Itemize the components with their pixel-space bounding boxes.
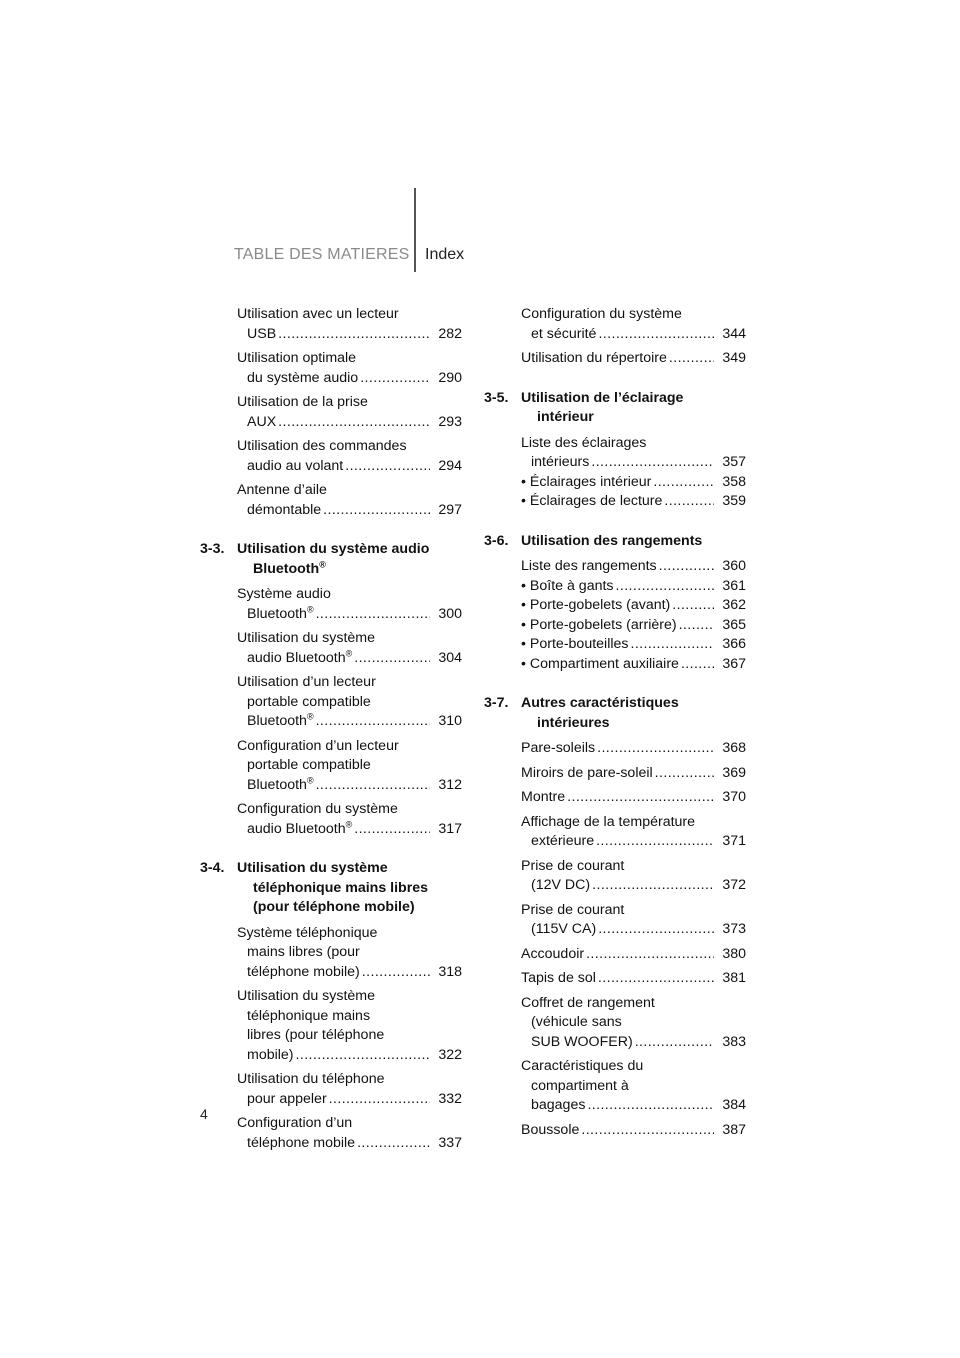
section-title: Autres caractéristiques — [521, 695, 679, 711]
leader-dots — [586, 945, 714, 965]
entry-text: Bluetooth — [247, 713, 307, 729]
entry-text: Affichage de la température — [521, 813, 696, 830]
leader-dots — [591, 453, 714, 473]
toc-entry[interactable] — [237, 305, 462, 344]
page-ref: 362 — [722, 597, 746, 613]
entry-text: Utilisation de la prise — [237, 394, 368, 410]
page-ref: 318 — [438, 963, 462, 980]
entry-text: Miroirs de pare-soleil — [521, 764, 653, 781]
toc-entry[interactable] — [521, 349, 746, 369]
entry-text: extérieure — [531, 833, 595, 849]
leader-dots — [581, 1121, 714, 1141]
entry-text: mobile) — [247, 1046, 294, 1063]
leader-dots — [669, 349, 714, 369]
toc-entry[interactable] — [521, 969, 746, 989]
header-divider — [414, 188, 416, 272]
page-ref: 369 — [722, 764, 746, 781]
registered-mark: ® — [306, 603, 314, 614]
entry-text: Utilisation optimale — [237, 350, 357, 366]
page-ref: 366 — [722, 636, 746, 652]
leader-dots — [664, 492, 714, 512]
page-number: 4 — [200, 1106, 208, 1122]
toc-entry[interactable] — [521, 616, 746, 636]
section-number: 3-4. — [200, 860, 225, 876]
entry-text: • Porte-gobelets (arrière) — [521, 616, 677, 633]
leader-dots — [316, 776, 430, 796]
toc-entry[interactable] — [521, 788, 746, 808]
toc-entry[interactable] — [237, 673, 462, 732]
page-ref: 367 — [722, 655, 746, 672]
entry-text: • Éclairages intérieur — [521, 473, 652, 490]
page-ref: 387 — [722, 1121, 746, 1138]
toc-link[interactable]: TABLE DES MATIERES — [234, 246, 410, 263]
leader-dots — [592, 876, 714, 896]
toc-entry[interactable] — [521, 739, 746, 759]
leader-dots — [659, 557, 714, 577]
toc-entry[interactable] — [237, 393, 462, 432]
leader-dots — [681, 655, 714, 675]
entry-text: (115V CA) — [531, 921, 597, 937]
leader-dots — [357, 1134, 430, 1154]
entry-text: portable compatible — [247, 757, 371, 773]
entry-text: Configuration d’un — [237, 1115, 353, 1131]
page-ref: 380 — [722, 945, 746, 962]
entry-text: Liste des rangements — [521, 558, 657, 574]
page-ref: 304 — [438, 649, 462, 666]
entry-text: démontable — [247, 501, 322, 518]
entry-text: Utilisation d’un lecteur — [237, 674, 376, 690]
toc-entry[interactable] — [521, 557, 746, 577]
entry-text: téléphonique mains — [247, 1007, 371, 1024]
section-title: Utilisation du système audio — [237, 541, 430, 557]
leader-dots — [354, 820, 430, 840]
leader-dots — [278, 413, 430, 433]
toc-entry[interactable] — [521, 473, 746, 493]
toc-entry[interactable] — [521, 1057, 746, 1116]
toc-entry[interactable] — [521, 655, 746, 675]
toc-entry[interactable] — [521, 577, 746, 597]
section-title: Utilisation du système — [237, 860, 388, 876]
entry-text: • Éclairages de lecture — [521, 493, 663, 509]
registered-mark: ® — [306, 711, 314, 722]
registered-mark: ® — [345, 647, 353, 658]
page-ref: 361 — [722, 577, 746, 594]
page-ref: 349 — [722, 350, 746, 366]
entry-text: audio au volant — [247, 457, 344, 474]
toc-entry[interactable] — [237, 924, 462, 983]
leader-dots — [323, 501, 430, 521]
leader-dots — [631, 635, 715, 655]
section-number: 3-3. — [200, 541, 225, 557]
page-ref: 360 — [722, 558, 746, 574]
section-number: 3-7. — [484, 695, 509, 711]
leader-dots — [598, 969, 714, 989]
entry-text: Utilisation du téléphone — [237, 1071, 385, 1087]
toc-entry[interactable] — [521, 945, 746, 965]
leader-dots — [598, 325, 714, 345]
page-ref: 359 — [722, 493, 746, 509]
entry-text: AUX — [247, 413, 277, 430]
entry-text: mains libres (pour — [247, 944, 360, 960]
entry-text: pour appeler — [247, 1090, 327, 1107]
section-title: intérieur — [537, 409, 594, 425]
entry-text: • Boîte à gants — [521, 577, 614, 594]
leader-dots — [598, 920, 714, 940]
index-link[interactable]: Index — [425, 246, 465, 263]
entry-text: Accoudoir — [521, 945, 585, 962]
section-title: (pour téléphone mobile) — [253, 899, 415, 915]
toc-entry[interactable] — [237, 1114, 462, 1153]
entry-text: Bluetooth — [247, 776, 307, 793]
leader-dots — [567, 788, 714, 808]
leader-dots — [616, 577, 714, 597]
entry-text: Liste des éclairages — [521, 434, 647, 451]
entry-text: Utilisation du système — [237, 988, 375, 1004]
toc-entry[interactable] — [521, 635, 746, 655]
page-ref: 383 — [722, 1033, 746, 1050]
leader-dots — [596, 832, 714, 852]
section-heading[interactable] — [484, 389, 746, 428]
entry-text: Prise de courant — [521, 901, 625, 918]
entry-text: USB — [247, 325, 277, 342]
leader-dots — [345, 457, 430, 477]
page-ref: 332 — [438, 1090, 462, 1107]
entry-text: et sécurité — [531, 325, 597, 342]
toc-entry[interactable] — [237, 585, 462, 624]
leader-dots — [278, 325, 430, 345]
registered-mark: ® — [345, 818, 353, 829]
entry-text: Montre — [521, 789, 566, 805]
entry-text: Bluetooth — [247, 605, 307, 622]
toc-entry[interactable] — [237, 481, 462, 520]
entry-text: Système téléphonique — [237, 924, 378, 941]
entry-text: • Compartiment auxiliaire — [521, 655, 679, 672]
page-ref: 294 — [438, 457, 462, 474]
toc-entry[interactable] — [237, 987, 462, 1065]
toc-entry[interactable] — [237, 1070, 462, 1109]
page-ref: 368 — [722, 740, 746, 756]
page-ref: 372 — [722, 877, 746, 893]
entry-text: (véhicule sans — [531, 1014, 622, 1030]
section-title: Bluetooth — [253, 560, 320, 577]
leader-dots — [316, 712, 430, 732]
page-ref: 357 — [722, 454, 746, 470]
entry-text: compartiment à — [531, 1077, 629, 1094]
entry-text: Caractéristiques du — [521, 1058, 644, 1074]
leader-dots — [635, 1033, 714, 1053]
toc-entry[interactable] — [237, 737, 462, 796]
toc-entry[interactable] — [521, 994, 746, 1053]
leader-dots — [329, 1090, 430, 1110]
toc-entry[interactable] — [521, 492, 746, 512]
leader-dots — [354, 649, 430, 669]
page-ref: 344 — [722, 325, 746, 342]
section-title: téléphonique mains libres — [253, 879, 429, 896]
section-heading[interactable] — [484, 694, 746, 733]
toc-entry[interactable] — [521, 305, 746, 344]
entry-text: bagages — [531, 1097, 586, 1113]
page-ref: 300 — [438, 605, 462, 622]
entry-text: Tapis de sol — [521, 970, 596, 986]
leader-dots — [597, 739, 714, 759]
page-ref: 371 — [722, 833, 746, 849]
entry-text: Configuration d’un lecteur — [237, 737, 399, 754]
section-heading[interactable] — [200, 540, 462, 579]
toc-entry[interactable] — [237, 800, 462, 839]
entry-text: Antenne d’aile — [237, 482, 327, 498]
entry-text: Utilisation des commandes — [237, 438, 407, 454]
section-title: Utilisation de l’éclairage — [521, 389, 684, 406]
leader-dots — [587, 1096, 714, 1116]
entry-text: téléphone mobile — [247, 1134, 356, 1151]
entry-text: téléphone mobile) — [247, 963, 360, 980]
entry-text: • Porte-bouteilles — [521, 636, 629, 652]
entry-text: Prise de courant — [521, 857, 625, 874]
entry-text: audio Bluetooth — [247, 649, 346, 666]
toc-entry[interactable] — [521, 813, 746, 852]
leader-dots — [296, 1046, 430, 1066]
leader-dots — [655, 764, 714, 784]
page-ref: 290 — [438, 369, 462, 386]
section-heading[interactable] — [484, 532, 746, 552]
entry-text: SUB WOOFER) — [531, 1033, 633, 1050]
section-title: Utilisation des rangements — [521, 532, 703, 549]
entry-text: (12V DC) — [531, 877, 591, 893]
leader-dots — [316, 605, 430, 625]
toc-entry[interactable] — [521, 1121, 746, 1141]
toc-entry[interactable] — [521, 434, 746, 473]
toc-entry[interactable] — [521, 857, 746, 896]
page-ref: 381 — [722, 970, 746, 986]
section-title: intérieures — [537, 714, 610, 731]
entry-text: Utilisation du système — [237, 630, 375, 646]
toc-entry[interactable] — [521, 596, 746, 616]
toc-entry[interactable] — [237, 349, 462, 388]
entry-text: Utilisation du répertoire — [521, 350, 667, 366]
section-heading[interactable] — [200, 859, 462, 918]
leader-dots — [362, 963, 430, 983]
entry-text: Utilisation avec un lecteur — [237, 306, 399, 322]
entry-text: Configuration du système — [237, 801, 398, 817]
toc-entry[interactable] — [237, 437, 462, 476]
leader-dots — [679, 616, 714, 636]
page-ref: 373 — [722, 921, 746, 937]
entry-text: portable compatible — [247, 693, 371, 710]
page-ref: 322 — [438, 1046, 462, 1063]
entry-text: Pare-soleils — [521, 740, 596, 756]
page-ref: 365 — [722, 616, 746, 633]
entry-text: • Porte-gobelets (avant) — [521, 597, 671, 613]
page-ref: 337 — [438, 1134, 462, 1151]
toc-column-right — [484, 305, 746, 1145]
registered-mark: ® — [306, 774, 314, 785]
section-number: 3-5. — [484, 389, 509, 406]
page-ref: 370 — [722, 789, 746, 805]
section-number: 3-6. — [484, 532, 509, 549]
entry-text: audio Bluetooth — [247, 820, 346, 837]
entry-text: Système audio — [237, 586, 331, 602]
leader-dots — [672, 596, 714, 616]
entry-text: Configuration du système — [521, 306, 682, 322]
registered-mark: ® — [319, 558, 326, 569]
page-ref: 293 — [438, 413, 462, 430]
entry-text: Coffret de rangement — [521, 994, 655, 1011]
page-ref: 282 — [438, 325, 462, 342]
entry-text: intérieurs — [531, 454, 590, 470]
entry-text: du système audio — [247, 369, 359, 386]
entry-text: Boussole — [521, 1121, 580, 1138]
page-ref: 312 — [438, 776, 462, 793]
toc-entry[interactable] — [521, 764, 746, 784]
page-ref: 358 — [722, 473, 746, 490]
page-ref: 317 — [438, 820, 462, 837]
leader-dots — [360, 369, 430, 389]
toc-entry[interactable] — [521, 901, 746, 940]
entry-text: libres (pour téléphone — [247, 1027, 385, 1043]
page-ref: 310 — [438, 713, 462, 729]
toc-entry[interactable] — [237, 629, 462, 668]
page-ref: 297 — [438, 501, 462, 518]
leader-dots — [653, 473, 714, 493]
toc-column-left — [200, 305, 462, 1158]
page-ref: 384 — [722, 1097, 746, 1113]
